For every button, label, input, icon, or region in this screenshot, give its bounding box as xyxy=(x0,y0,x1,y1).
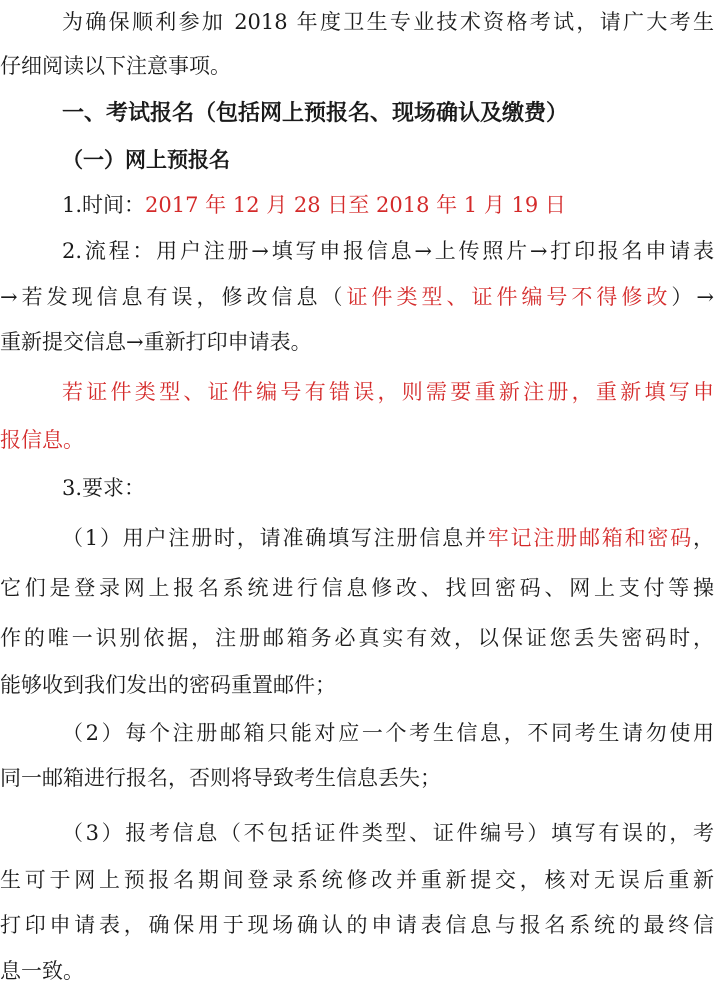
req1-line-4: 能够收到我们发出的密码重置邮件； xyxy=(0,673,336,697)
req3-line-4: 息一致。 xyxy=(0,959,84,983)
process-text-b: ）→ xyxy=(671,285,714,309)
req3-line-1: （3）报考信息（不包括证件类型、证件编号）填写有误的，考 xyxy=(62,821,714,845)
req1-text-a: （1）用户注册时，请准确填写注册信息并 xyxy=(62,526,488,550)
warning-line-2: 报信息。 xyxy=(0,428,84,452)
requirements-label: 3.要求： xyxy=(62,476,146,500)
time-value: 2017 年 12 月 28 日至 2018 年 1 月 19 日 xyxy=(145,193,566,217)
intro-line-1: 为确保顺利参加 2018 年度卫生专业技术资格考试，请广大考生 xyxy=(62,10,714,34)
intro-line-2: 仔细阅读以下注意事项。 xyxy=(0,54,231,78)
req1-red-note: 牢记注册邮箱和密码 xyxy=(487,526,694,550)
time-label: 1.时间： xyxy=(62,193,146,217)
process-line-3: 重新提交信息→重新打印申请表。 xyxy=(0,330,312,354)
process-line-1: 2.流程：用户注册→填写申报信息→上传照片→打印报名申请表 xyxy=(62,239,714,263)
sub-heading: （一）网上预报名 xyxy=(62,147,230,172)
req2-line-1: （2）每个注册邮箱只能对应一个考生信息，不同考生请勿使用 xyxy=(62,721,714,745)
req3-line-2: 生可于网上预报名期间登录系统修改并重新提交，核对无误后重新 xyxy=(0,868,714,892)
req1-line-3: 作的唯一识别依据，注册邮箱务必真实有效，以保证您丢失密码时， xyxy=(0,626,714,650)
req1-line-2: 它们是登录网上报名系统进行信息修改、找回密码、网上支付等操 xyxy=(0,576,714,600)
req2-line-2: 同一邮箱进行报名，否则将导致考生信息丢失； xyxy=(0,766,441,790)
warning-line-1: 若证件类型、证件编号有错误，则需要重新注册，重新填写申 xyxy=(62,380,714,404)
section-heading: 一、考试报名（包括网上预报名、现场确认及缴费） xyxy=(62,100,569,126)
process-red-note: 证件类型、证件编号不得修改 xyxy=(346,285,672,309)
req1-line-1 xyxy=(62,523,714,553)
req3-line-3: 打印申请表，确保用于现场确认的申请表信息与报名系统的最终信 xyxy=(0,913,714,937)
process-line-2 xyxy=(0,282,714,312)
time-line xyxy=(62,190,724,220)
req1-text-b: ， xyxy=(693,526,715,550)
process-text-a: →若发现信息有误，修改信息（ xyxy=(0,285,347,309)
